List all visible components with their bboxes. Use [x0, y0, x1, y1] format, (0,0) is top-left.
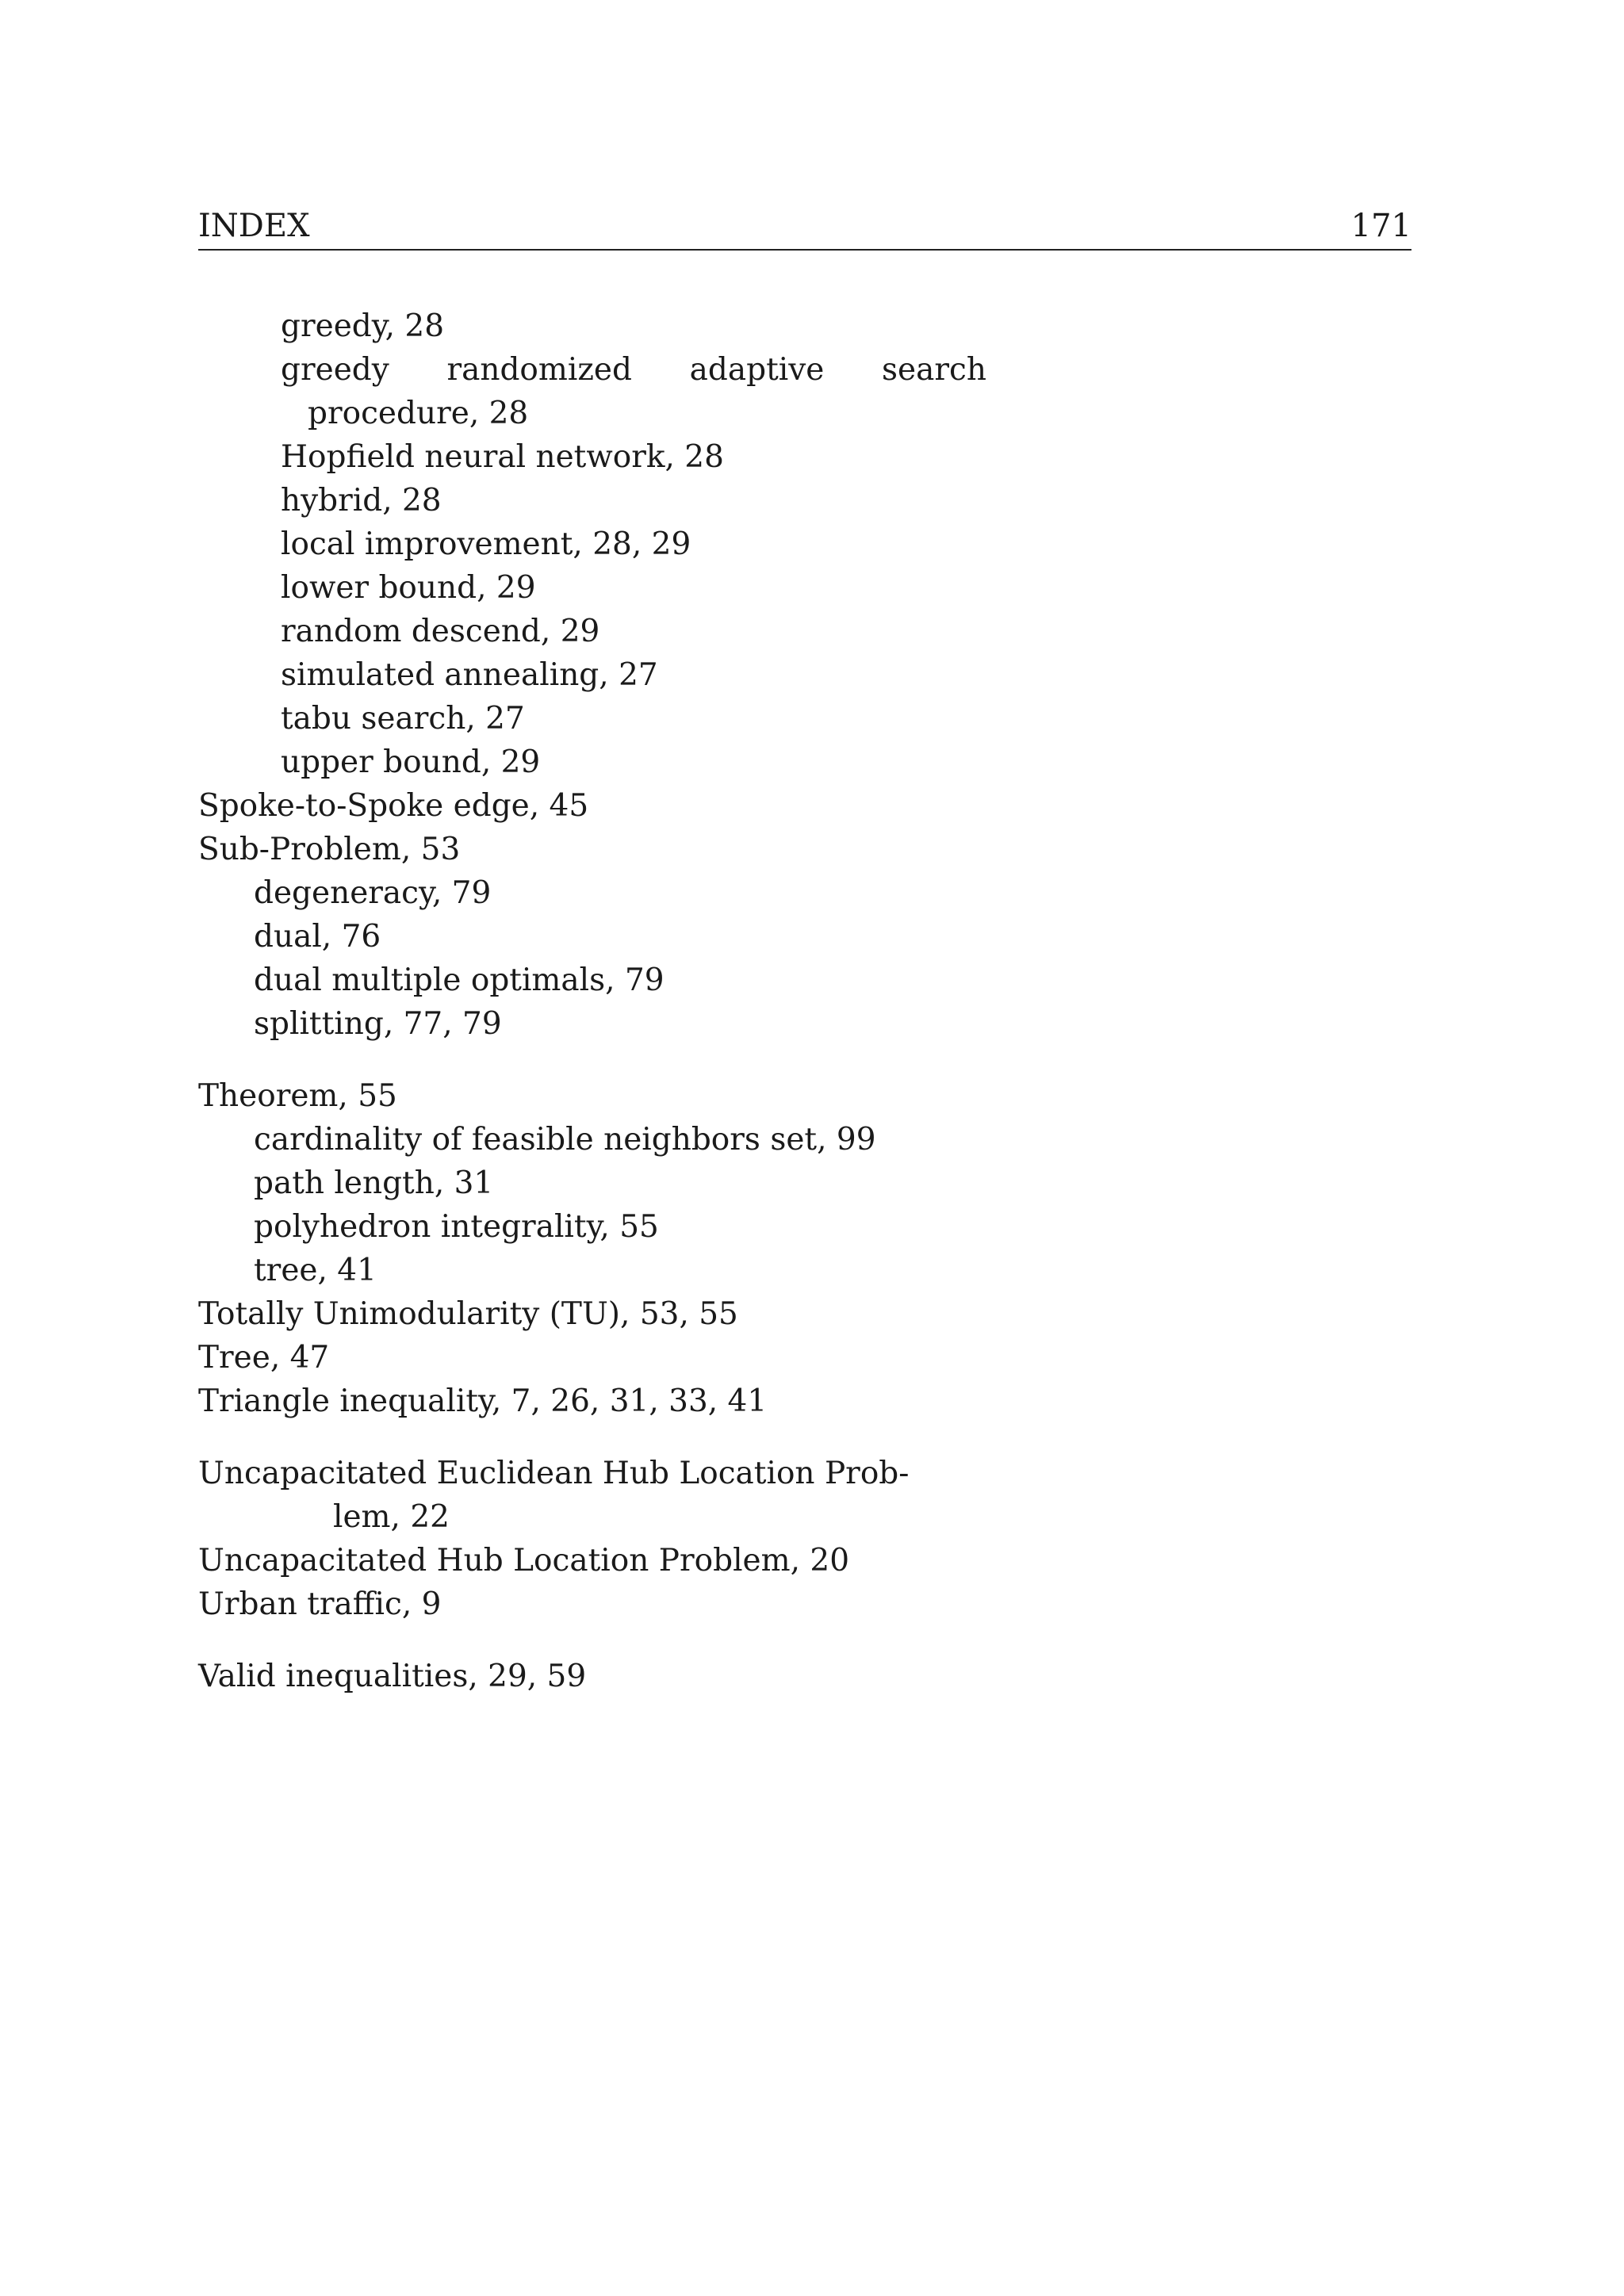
letter-group-gap [198, 1423, 1071, 1452]
index-subentry: greedy, 28 [281, 308, 445, 344]
index-subentry: degeneracy, 79 [254, 875, 492, 911]
index-entry: Triangle inequality, 7, 26, 31, 33, 41 [198, 1383, 768, 1419]
index-word: randomized [446, 352, 632, 388]
index-entry: Valid inequalities, 29, 59 [198, 1659, 587, 1694]
running-head [198, 205, 1411, 251]
index-entry: Urban traffic, 9 [198, 1586, 442, 1622]
index-subentry: splitting, 77, 79 [254, 1006, 502, 1042]
index-word: search [882, 352, 986, 388]
index-entry: Spoke-to-Spoke edge, 45 [198, 788, 589, 824]
index-subentry: random descend, 29 [281, 614, 600, 649]
page-number: 171 [1350, 208, 1411, 244]
index-subentry: cardinality of feasible neighbors set, 99 [254, 1122, 876, 1158]
justified-line [281, 348, 986, 392]
index-subentry: local improvement, 28, 29 [281, 526, 691, 562]
index-subentry [198, 348, 1071, 392]
index-entry: Totally Unimodularity (TU), 53, 55 [198, 1296, 738, 1332]
index-list [198, 304, 1071, 1698]
index-word: greedy [281, 352, 389, 388]
letter-group-gap [198, 1626, 1071, 1655]
index-entry: Sub-Problem, 53 [198, 832, 461, 867]
index-subentry: polyhedron integrality, 55 [254, 1209, 659, 1245]
index-subentry: lower bound, 29 [281, 570, 536, 606]
index-subentry: hybrid, 28 [281, 483, 442, 519]
index-entry: Uncapacitated Hub Location Problem, 20 [198, 1543, 850, 1578]
index-continuation: lem, 22 [333, 1499, 450, 1535]
index-entry: Theorem, 55 [198, 1078, 397, 1114]
index-subentry: Hopfield neural network, 28 [281, 439, 724, 475]
index-entry: Tree, 47 [198, 1340, 330, 1376]
index-subentry: tree, 41 [254, 1253, 377, 1288]
index-subentry: tabu search, 27 [281, 701, 525, 737]
index-subentry: dual multiple optimals, 79 [254, 962, 665, 998]
index-subentry: simulated annealing, 27 [281, 657, 658, 693]
index-subentry: upper bound, 29 [281, 744, 541, 780]
index-subentry: path length, 31 [254, 1165, 494, 1201]
index-subentry: dual, 76 [254, 919, 381, 955]
running-head-title: INDEX [198, 208, 310, 244]
index-continuation: procedure, 28 [308, 396, 529, 431]
index-entry: Uncapacitated Euclidean Hub Location Prob- [198, 1456, 910, 1491]
letter-group-gap [198, 1046, 1071, 1074]
index-word: adaptive [689, 352, 825, 388]
